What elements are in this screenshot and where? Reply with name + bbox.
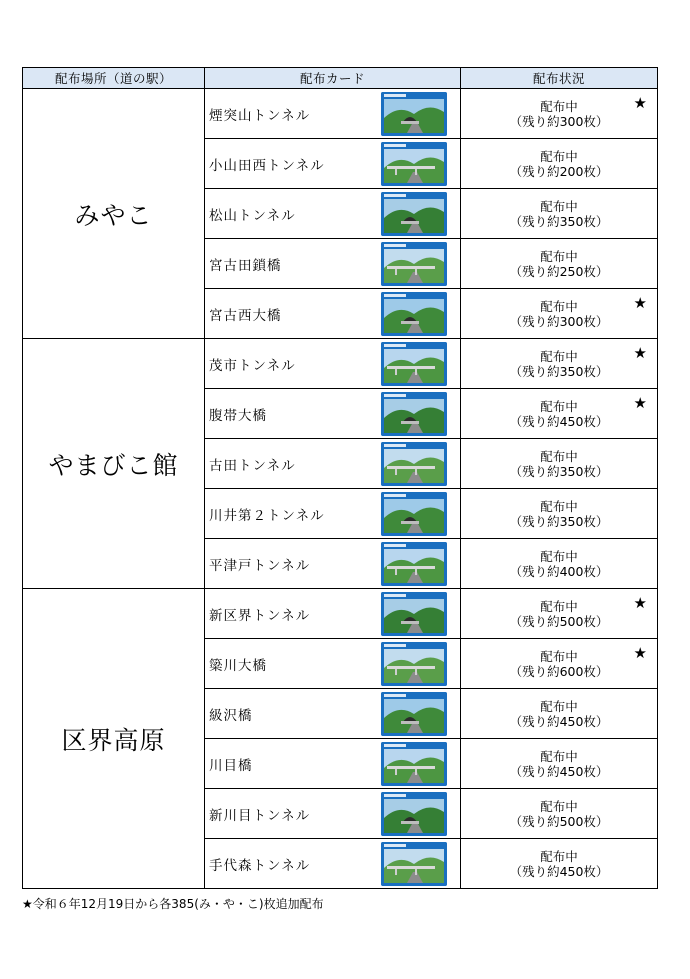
- card-thumbnail: [381, 292, 447, 336]
- remaining-count: （残り約500枚）: [509, 613, 609, 629]
- star-icon: ★: [633, 344, 647, 362]
- remaining-count: （残り約350枚）: [509, 213, 609, 229]
- card-thumbnail: [381, 592, 447, 636]
- card-thumbnail: [381, 192, 447, 236]
- card-cell: [205, 439, 461, 489]
- card-cell: [205, 139, 461, 189]
- card-thumbnail: [381, 392, 447, 436]
- card-name: 小山田西トンネル: [209, 157, 325, 174]
- remaining-count: （残り約450枚）: [509, 763, 609, 779]
- card-thumbnail: [381, 342, 447, 386]
- card-thumbnail: [381, 692, 447, 736]
- remaining-count: （残り約400枚）: [509, 563, 609, 579]
- card-name: 茂市トンネル: [209, 357, 296, 374]
- card-name: 平津戸トンネル: [209, 557, 311, 574]
- remaining-count: （残り約250枚）: [509, 263, 609, 279]
- card-cell: [205, 689, 461, 739]
- status-text: [461, 649, 657, 679]
- card-name: 級沢橋: [209, 707, 253, 724]
- remaining-count: （残り約600枚）: [509, 663, 609, 679]
- card-cell: [205, 489, 461, 539]
- status-cell: [461, 539, 658, 589]
- status-cell: [461, 689, 658, 739]
- card-cell: [205, 389, 461, 439]
- card-cell: [205, 839, 461, 889]
- status-label: 配布中: [540, 398, 578, 414]
- card-cell: [205, 89, 461, 139]
- status-label: 配布中: [540, 148, 578, 164]
- remaining-count: （残り約450枚）: [509, 413, 609, 429]
- status-cell: [461, 139, 658, 189]
- card-name: 川目橋: [209, 757, 253, 774]
- card-thumbnail: [381, 492, 447, 536]
- status-label: 配布中: [540, 548, 578, 564]
- status-cell: [461, 289, 658, 339]
- status-text: [461, 299, 657, 329]
- footnote: ★令和６年12月19日から各385(み・や・こ)枚追加配布: [22, 897, 324, 911]
- card-name: 煙突山トンネル: [209, 107, 311, 124]
- status-label: 配布中: [540, 648, 578, 664]
- status-text: [461, 449, 657, 479]
- card-name: 簗川大橋: [209, 657, 267, 674]
- location-name: 区界高原: [23, 589, 205, 889]
- card-cell: [205, 289, 461, 339]
- status-label: 配布中: [540, 448, 578, 464]
- card-thumbnail: [381, 842, 447, 886]
- remaining-count: （残り約300枚）: [509, 313, 609, 329]
- card-name: 腹帯大橋: [209, 407, 267, 424]
- status-label: 配布中: [540, 248, 578, 264]
- status-text: [461, 599, 657, 629]
- table-row: [23, 339, 658, 389]
- card-cell: [205, 189, 461, 239]
- card-thumbnail: [381, 792, 447, 836]
- status-cell: [461, 189, 658, 239]
- remaining-count: （残り約450枚）: [509, 713, 609, 729]
- status-label: 配布中: [540, 748, 578, 764]
- remaining-count: （残り約200枚）: [509, 163, 609, 179]
- card-thumbnail: [381, 142, 447, 186]
- status-text: [461, 399, 657, 429]
- status-cell: [461, 839, 658, 889]
- status-label: 配布中: [540, 348, 578, 364]
- status-cell: [461, 739, 658, 789]
- distribution-sheet: [22, 67, 657, 889]
- card-thumbnail: [381, 92, 447, 136]
- card-name: 宮古西大橋: [209, 307, 282, 324]
- status-text: [461, 849, 657, 879]
- status-label: 配布中: [540, 98, 578, 114]
- card-cell: [205, 339, 461, 389]
- card-cell: [205, 739, 461, 789]
- card-thumbnail: [381, 442, 447, 486]
- star-icon: ★: [633, 294, 647, 312]
- status-label: 配布中: [540, 598, 578, 614]
- status-cell: [461, 89, 658, 139]
- status-text: [461, 499, 657, 529]
- card-name: 手代森トンネル: [209, 857, 311, 874]
- card-thumbnail: [381, 542, 447, 586]
- remaining-count: （残り約500枚）: [509, 813, 609, 829]
- star-icon: ★: [633, 394, 647, 412]
- table-header-row: [23, 68, 658, 89]
- status-label: 配布中: [540, 498, 578, 514]
- card-cell: [205, 789, 461, 839]
- remaining-count: （残り約350枚）: [509, 463, 609, 479]
- remaining-count: （残り約350枚）: [509, 513, 609, 529]
- table-body: [23, 89, 658, 889]
- remaining-count: （残り約450枚）: [509, 863, 609, 879]
- card-thumbnail: [381, 642, 447, 686]
- status-cell: [461, 789, 658, 839]
- card-name: 松山トンネル: [209, 207, 296, 224]
- card-cell: [205, 639, 461, 689]
- card-cell: [205, 589, 461, 639]
- card-cell: [205, 539, 461, 589]
- status-text: [461, 149, 657, 179]
- status-text: [461, 199, 657, 229]
- table-row: [23, 589, 658, 639]
- table-row: [23, 89, 658, 139]
- status-cell: [461, 389, 658, 439]
- card-name: 新川目トンネル: [209, 807, 311, 824]
- status-text: [461, 699, 657, 729]
- status-cell: [461, 439, 658, 489]
- status-label: 配布中: [540, 198, 578, 214]
- status-cell: [461, 489, 658, 539]
- star-icon: ★: [633, 94, 647, 112]
- status-cell: [461, 589, 658, 639]
- header-card: 配布カード: [205, 68, 461, 89]
- card-thumbnail: [381, 742, 447, 786]
- card-name: 新区界トンネル: [209, 607, 311, 624]
- status-text: [461, 349, 657, 379]
- status-text: [461, 549, 657, 579]
- card-name: 川井第２トンネル: [209, 507, 325, 524]
- card-name: 古田トンネル: [209, 457, 296, 474]
- remaining-count: （残り約350枚）: [509, 363, 609, 379]
- header-status: 配布状況: [461, 68, 658, 89]
- status-label: 配布中: [540, 798, 578, 814]
- card-name: 宮古田鎖橋: [209, 257, 282, 274]
- status-text: [461, 249, 657, 279]
- card-thumbnail: [381, 242, 447, 286]
- status-cell: [461, 239, 658, 289]
- star-icon: ★: [633, 644, 647, 662]
- status-label: 配布中: [540, 848, 578, 864]
- card-cell: [205, 239, 461, 289]
- status-text: [461, 749, 657, 779]
- distribution-table: [22, 67, 658, 889]
- status-label: 配布中: [540, 298, 578, 314]
- status-text: [461, 799, 657, 829]
- status-cell: [461, 339, 658, 389]
- star-icon: ★: [633, 594, 647, 612]
- location-name: やまびこ館: [23, 339, 205, 589]
- status-cell: [461, 639, 658, 689]
- remaining-count: （残り約300枚）: [509, 113, 609, 129]
- location-name: みやこ: [23, 89, 205, 339]
- header-location: 配布場所（道の駅）: [23, 68, 205, 89]
- status-label: 配布中: [540, 698, 578, 714]
- status-text: [461, 99, 657, 129]
